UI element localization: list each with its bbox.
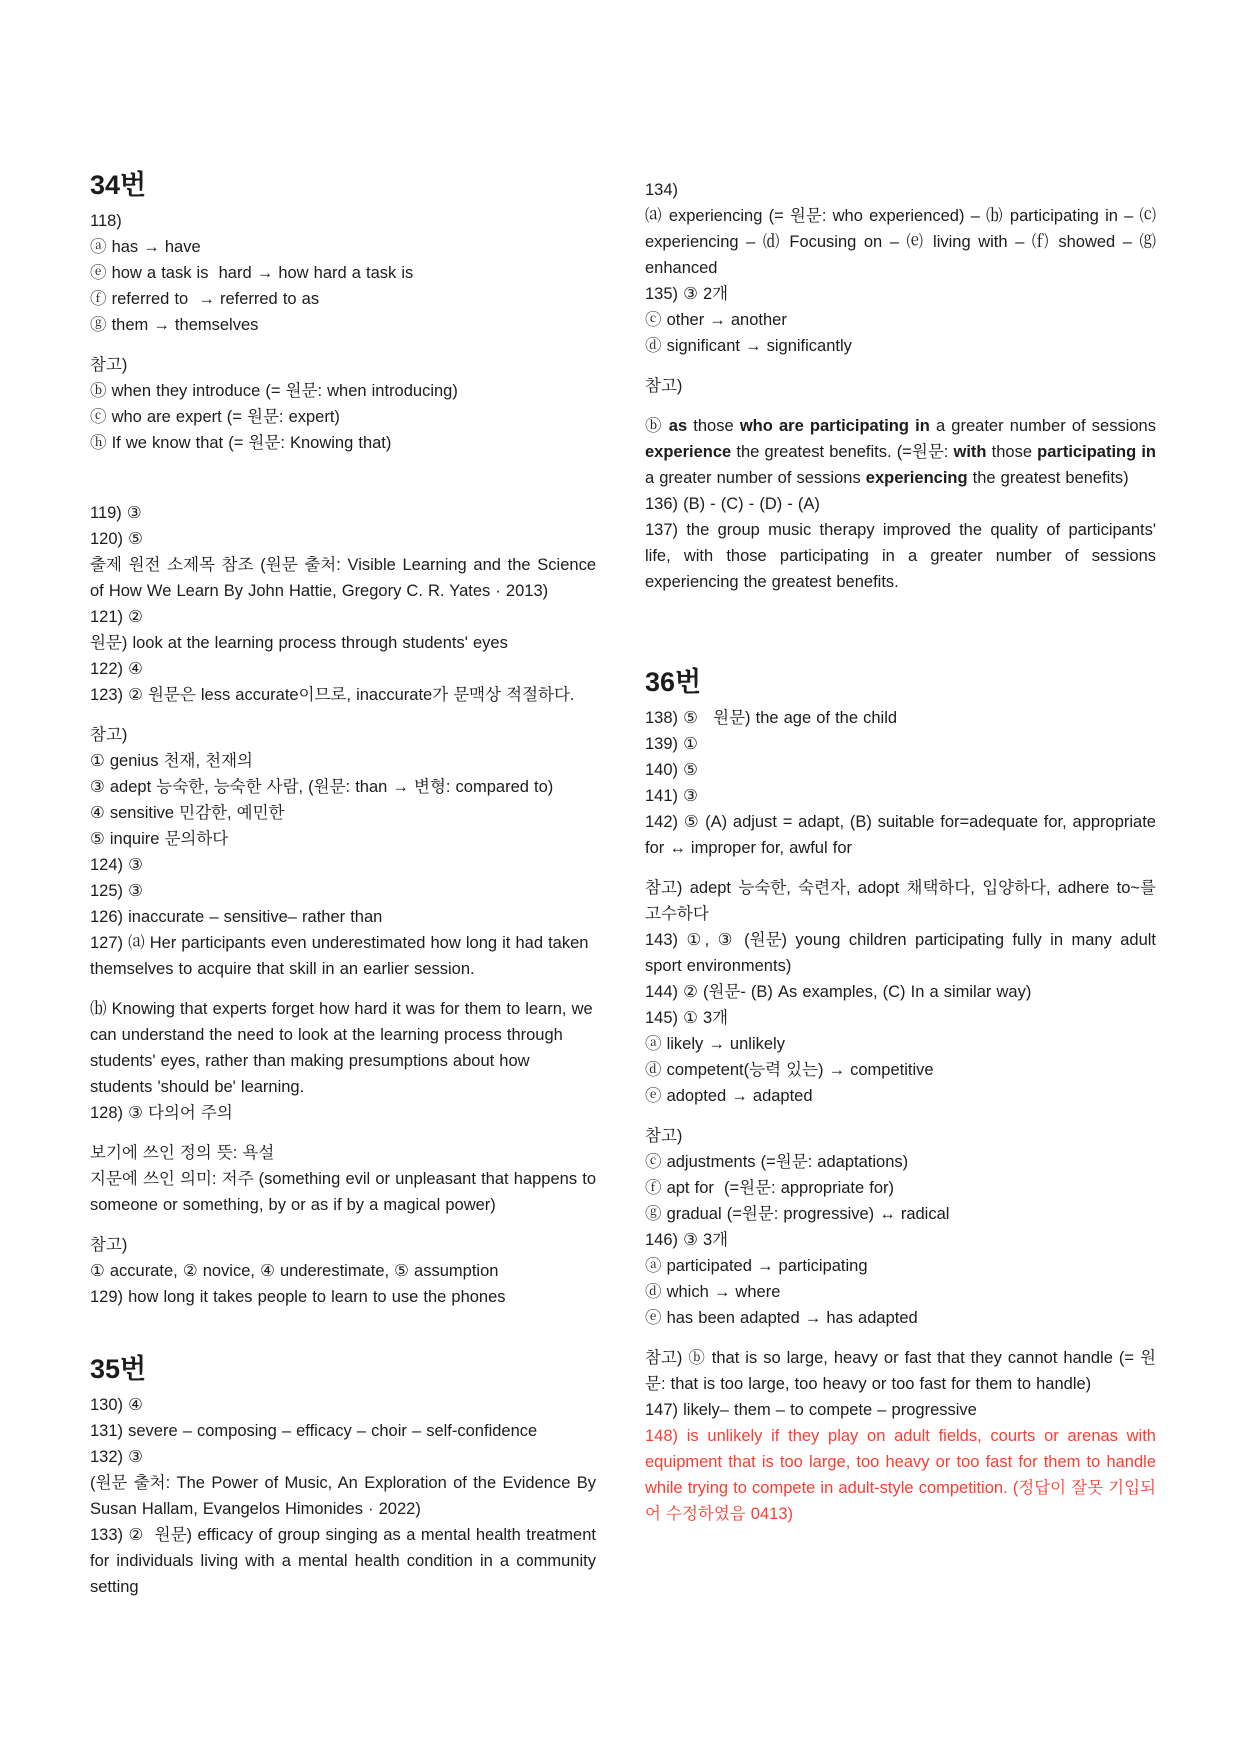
answer-line: 146) ③ 3개 [645, 1231, 729, 1249]
text-segment: those [986, 443, 1038, 461]
answer-line: 145) ① 3개 [645, 1009, 729, 1027]
answer-line: 131) severe – composing – efficacy – choir – self-confidence [90, 1422, 538, 1440]
answer-line: 135) ③ 2개 [645, 285, 729, 303]
text-segment: the greatest benefits) [967, 469, 1129, 487]
answer-line: 121) ② [90, 608, 143, 626]
answer-line: 132) ③ [90, 1448, 143, 1466]
answer-line: 126) inaccurate – sensitive– rather than [90, 908, 383, 926]
answer-line: 137) the group music therapy improved the quality of participants' life, with those participating in a greater number of sessions experiencing the greatest benefits. [645, 521, 1156, 591]
answer-line: 142) ⑤ (A) adjust = adapt, (B) suitable for=adequate for, appropriate for ↔ improper for, awful for [645, 813, 1156, 857]
answer-line: ⓓ significant → significantly [645, 337, 852, 355]
answer-line: ① accurate, ② novice, ④ underestimate, ⑤ assumption [90, 1262, 499, 1280]
answer-line: ⓒ adjustments (=원문: adaptations) [645, 1153, 909, 1171]
answer-line: ⓐ participated → participating [645, 1257, 868, 1275]
answer-line: 참고) [645, 1127, 683, 1145]
bold-phrase: experience [645, 443, 732, 461]
answer-line: 보기에 쓰인 정의 뜻: 욕설 [90, 1144, 275, 1162]
answer-line: 참고) [645, 377, 683, 395]
answer-line: ⓒ who are expert (= 원문: expert) [90, 408, 340, 426]
section-heading-34: 34번 [90, 170, 147, 200]
answer-line: ⓗ If we know that (= 원문: Knowing that) [90, 434, 392, 452]
answer-line: 125) ③ [90, 882, 143, 900]
right-column [645, 177, 1156, 1527]
answer-line: ⑤ inquire 문의하다 [90, 830, 229, 848]
answer-line: ⒝ Knowing that experts forget how hard it was for them to learn, we can understand the need to look at the learning process through students' eyes, rather than making presumptions about how students 'should be' learning. [90, 1000, 593, 1096]
text-segment: those [687, 417, 740, 435]
answer-line: ③ adept 능숙한, 능숙한 사람, (원문: than → 변형: compared to) [90, 778, 554, 796]
answer-line: ⓔ how a task is hard → how hard a task is [90, 264, 414, 282]
answer-line: 118) [90, 212, 122, 230]
answer-line: 144) ② (원문- (B) As examples, (C) In a similar way) [645, 983, 1032, 1001]
bold-annotated-paragraph [645, 413, 1156, 491]
answer-line: 123) ② 원문은 less accurate이므로, inaccurate가 문맥상 적절하다. [90, 686, 575, 704]
answer-line: 143) ①, ③ (원문) young children participating fully in many adult sport environments) [645, 931, 1156, 975]
answer-line: 참고) [90, 356, 128, 374]
answer-line: 138) ⑤ 원문) the age of the child [645, 709, 898, 727]
answer-line: 122) ④ [90, 660, 143, 678]
answer-line: 127) ⒜ Her participants even underestimated how long it had taken themselves to acquire that skill in an earlier session. [90, 934, 589, 978]
answer-line: 120) ⑤ [90, 530, 143, 548]
left-column [90, 170, 596, 1600]
answer-line: 129) how long it takes people to learn to use the phones [90, 1288, 506, 1306]
answer-line: 133) ② 원문) efficacy of group singing as a mental health treatment for individuals living with a mental health condition in a community setting [90, 1526, 596, 1596]
answer-line: 원문) look at the learning process through students' eyes [90, 634, 508, 652]
answer-line: 참고) ⓑ that is so large, heavy or fast that they cannot handle (= 원문: that is too large, too heavy or too fast for them to handle) [645, 1349, 1156, 1393]
bold-phrase: experiencing [865, 469, 968, 487]
answer-line: 119) ③ [90, 504, 142, 522]
answer-line: ① genius 천재, 천재의 [90, 752, 253, 770]
answer-line: 141) ③ [645, 787, 698, 805]
answer-line: 124) ③ [90, 856, 143, 874]
answer-line: ⓐ likely → unlikely [645, 1035, 785, 1053]
answer-line: 지문에 쓰인 의미: 저주 (something evil or unpleasant that happens to someone or something, by or as if by a magical power) [90, 1170, 596, 1214]
answer-line: ⒜ experiencing (= 원문: who experienced) – ⒝ participating in – ⒞ experiencing – ⒟ Focusing on – ⒠ living with – ⒡ showed – ⒢ enhanced [645, 207, 1156, 277]
section-heading-36: 36번 [645, 667, 702, 697]
text-segment: a greater number of sessions [929, 417, 1156, 435]
answer-line: 140) ⑤ [645, 761, 698, 779]
answer-line: 128) ③ 다의어 주의 [90, 1104, 233, 1122]
section-heading-35: 35번 [90, 1354, 147, 1384]
answer-line: 139) ① [645, 735, 698, 753]
text-segment: ⓑ [645, 417, 669, 435]
answer-line: (원문 출처: The Power of Music, An Exploration of the Evidence By Susan Hallam, Evangelos Himonides · 2022) [90, 1474, 596, 1518]
answer-line: ⓒ other → another [645, 311, 787, 329]
text-segment: a greater number of sessions [645, 469, 866, 487]
answer-line: ⓖ gradual (=원문: progressive) ↔ radical [645, 1205, 950, 1223]
answer-line: 147) likely– them – to compete – progressive [645, 1401, 977, 1419]
answer-line: ⓓ competent(능력 있는) → competitive [645, 1061, 934, 1079]
answer-line: ⓔ has been adapted → has adapted [645, 1309, 918, 1327]
answer-line: 참고) [90, 726, 128, 744]
answer-line: ⓓ which → where [645, 1283, 781, 1301]
corrected-answer-note: 148) is unlikely if they play on adult fields, courts or arenas with equipment that is too large, too heavy or too fast for them to handle while trying to compete in adult-style competition. (정답이 잘못 기입되어 수정하였음 0413) [645, 1427, 1156, 1523]
answer-line: 136) (B) - (C) - (D) - (A) [645, 495, 820, 513]
answer-line: ⓐ has → have [90, 238, 201, 256]
answer-line: ⓕ referred to → referred to as [90, 290, 320, 308]
answer-line: 참고) [90, 1236, 128, 1254]
answer-line: ⓑ when they introduce (= 원문: when introducing) [90, 382, 458, 400]
bold-phrase: participating in [1037, 443, 1156, 461]
answer-line: ④ sensitive 민감한, 예민한 [90, 804, 285, 822]
bold-phrase: with [953, 443, 987, 461]
answer-line: 참고) adept 능숙한, 숙련자, adopt 채택하다, 입양하다, adhere to~를 고수하다 [645, 879, 1156, 923]
answer-line: 출제 원전 소제목 참조 (원문 출처: Visible Learning and the Science of How We Learn By John Hattie, Gregory C. R. Yates · 2013) [90, 556, 596, 600]
answer-line: ⓖ them → themselves [90, 316, 259, 334]
text-segment: the greatest benefits. (=원문: [731, 443, 954, 461]
answer-line: ⓕ apt for (=원문: appropriate for) [645, 1179, 895, 1197]
answer-line: ⓔ adopted → adapted [645, 1087, 813, 1105]
bold-phrase: who are participating in [739, 417, 930, 435]
answer-line: 134) [645, 181, 679, 199]
bold-phrase: as [668, 417, 688, 435]
answer-line: 130) ④ [90, 1396, 143, 1414]
